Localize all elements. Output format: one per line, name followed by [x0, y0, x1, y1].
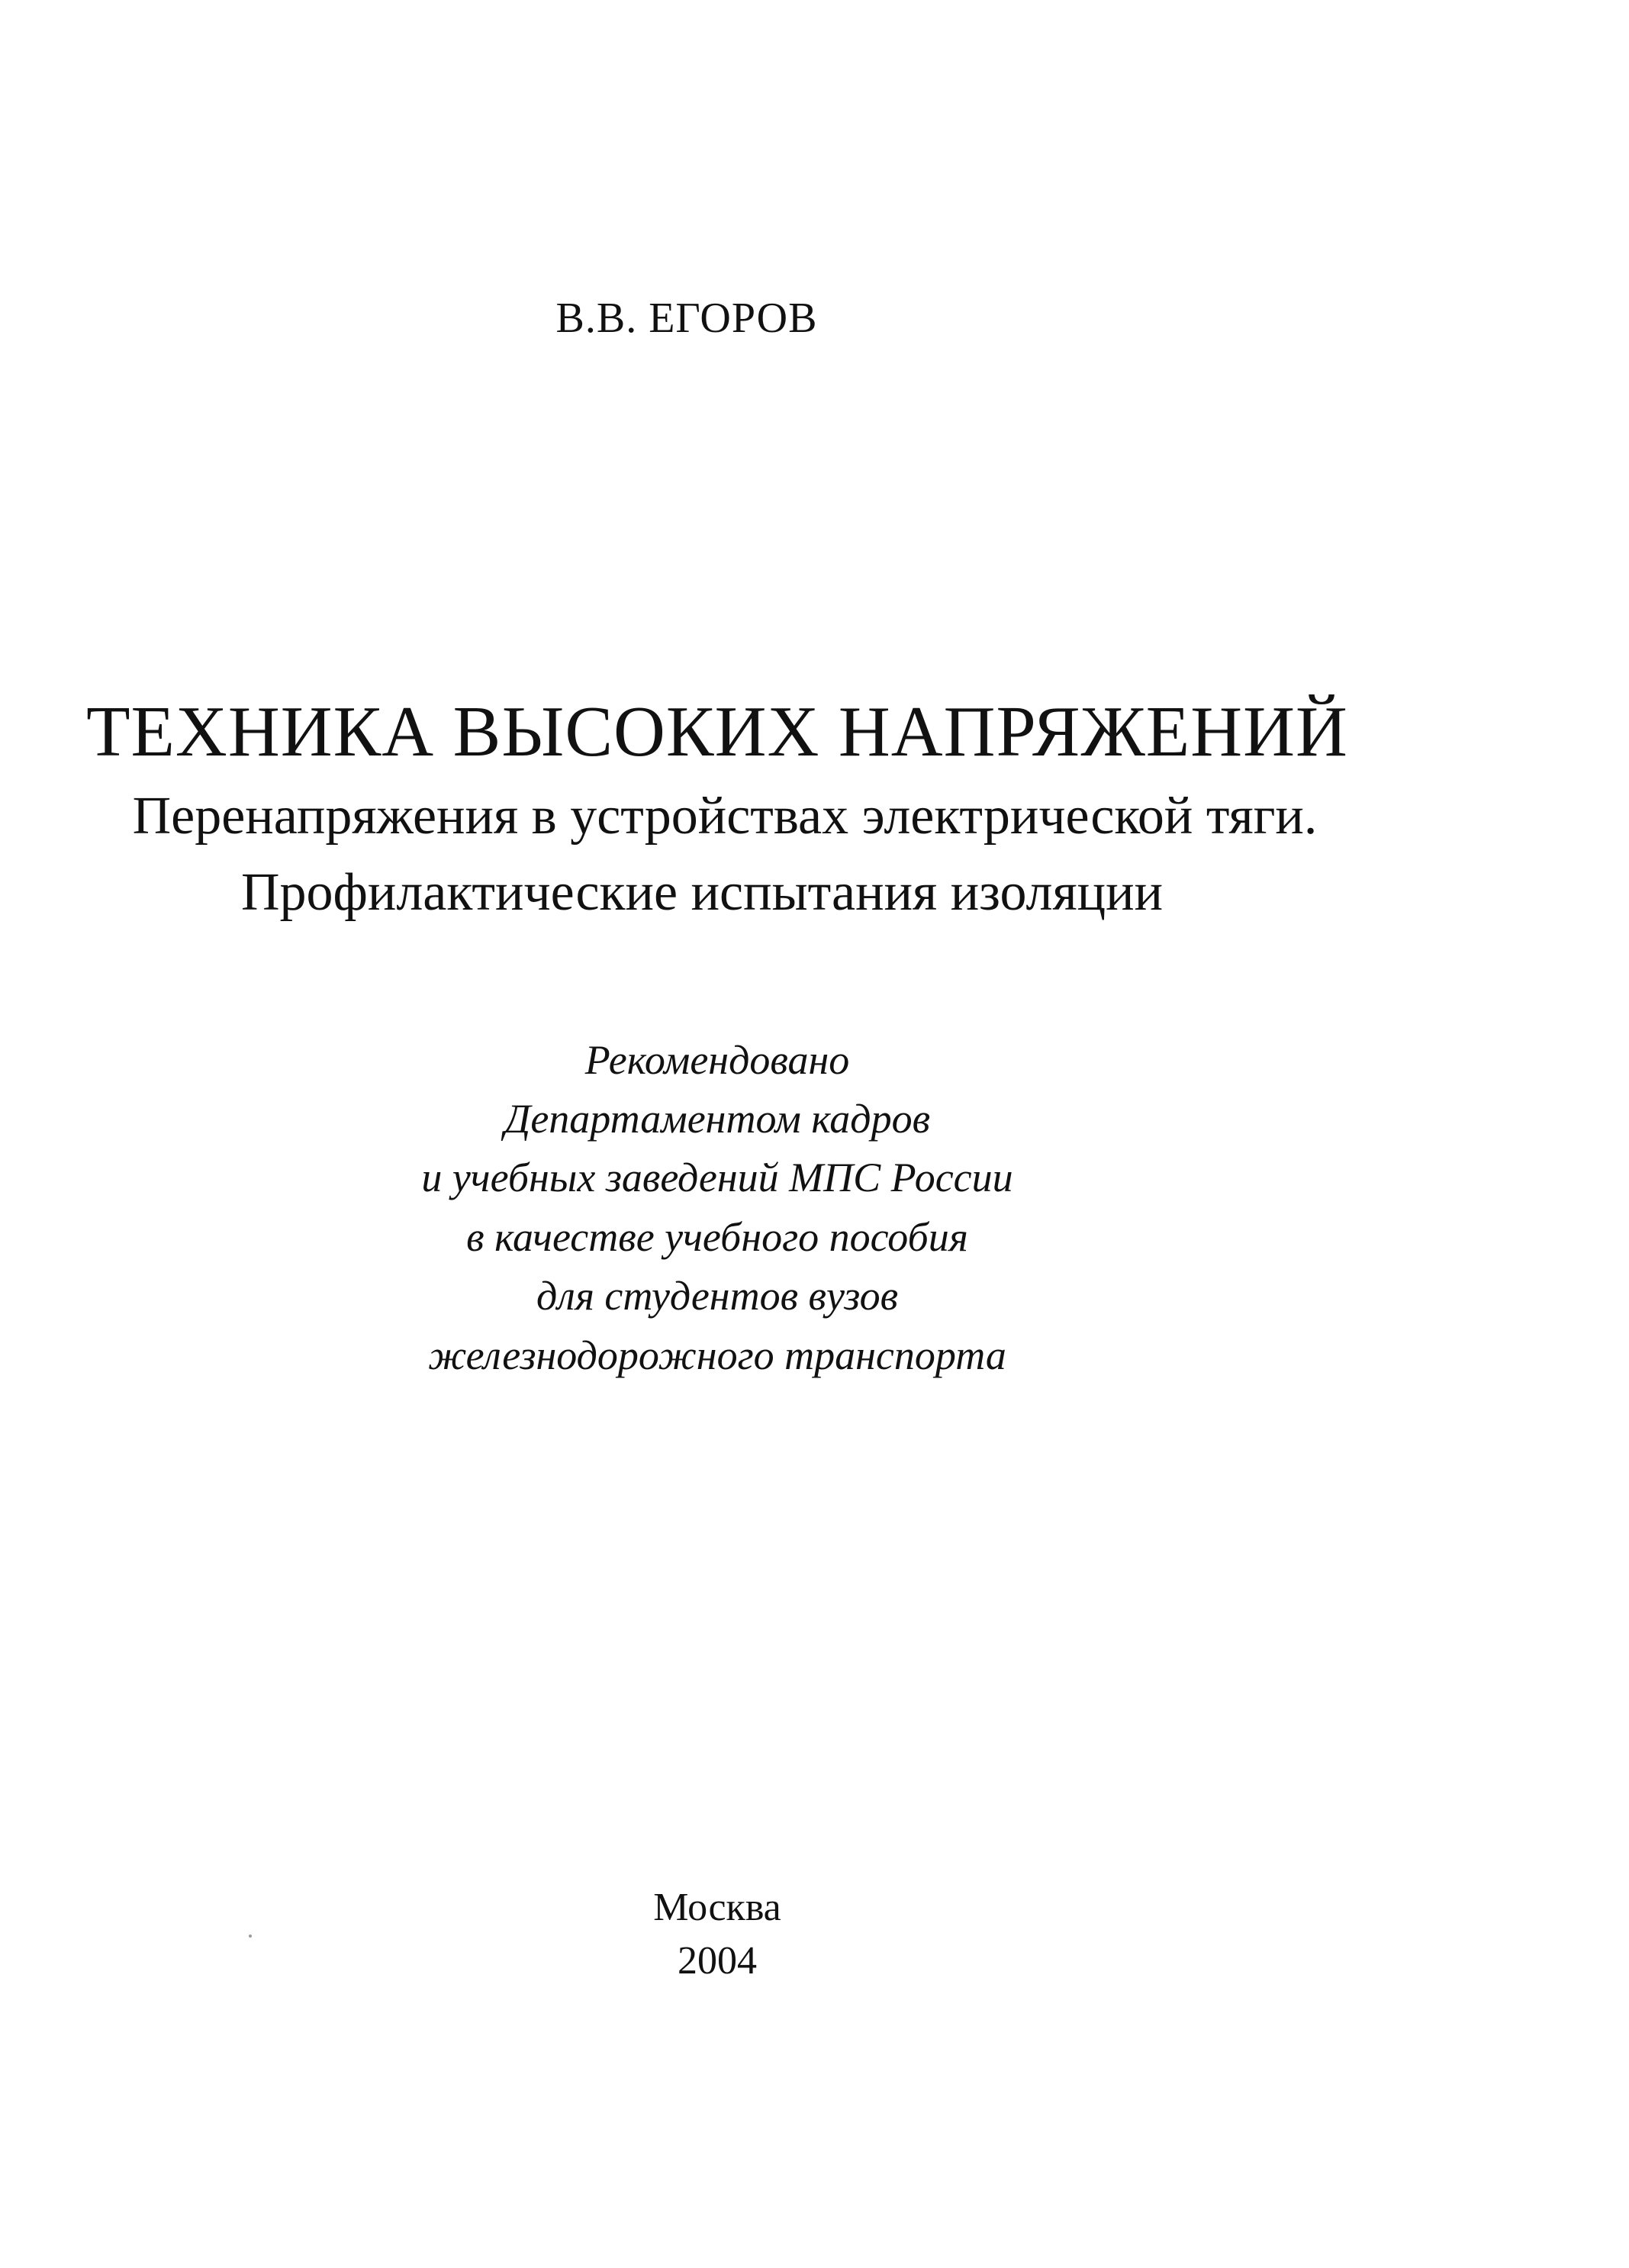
imprint-city: Москва [653, 1886, 781, 1929]
recommendation-line: в качестве учебного пособия [466, 1214, 968, 1260]
recommendation-line: для студентов вузов [536, 1273, 899, 1319]
recommendation-line: железнодорожного транспорта [428, 1332, 1006, 1378]
subtitle-line: Перенапряжения в устройствах электрической тяги. [132, 787, 1318, 846]
book-title: ТЕХНИКА ВЫСОКИХ НАПРЯЖЕНИЙ [86, 692, 1348, 772]
recommendation-line: Департаментом кадров [504, 1096, 931, 1142]
scan-speck [249, 1935, 252, 1938]
recommendation-line: и учебных заведений МПС России [421, 1155, 1013, 1200]
recommendation-line: Рекомендовано [584, 1037, 850, 1083]
author-name: В.В. ЕГОРОВ [555, 295, 818, 342]
subtitle-line: Профилактические испытания изоляции [240, 863, 1164, 922]
imprint-year: 2004 [678, 1939, 757, 1983]
